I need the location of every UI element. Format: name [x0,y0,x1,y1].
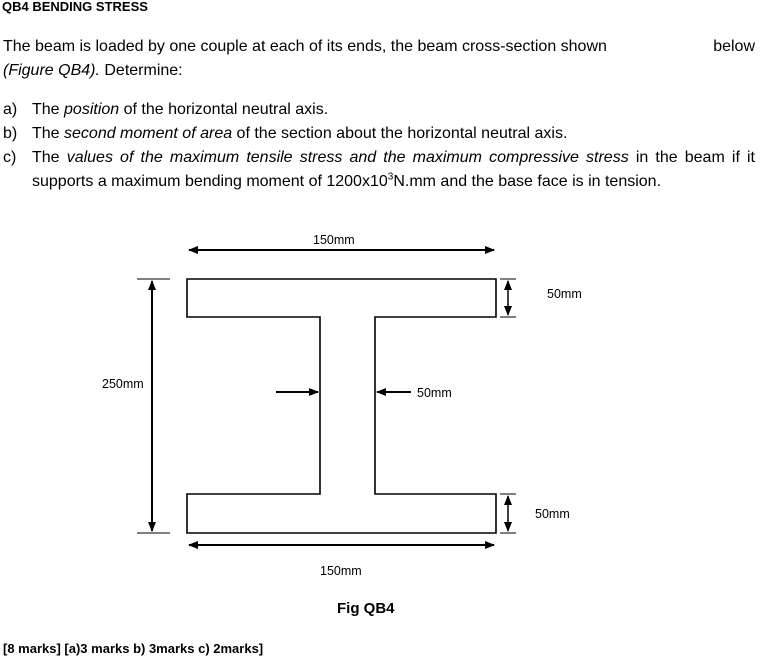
top-width-label: 150mm [313,233,355,247]
heading: QB4 BENDING STRESS [2,0,148,14]
question-text: The second moment of area of the section about the horizontal neutral axis. [32,125,568,142]
question-marker: a) [3,101,18,118]
intro-determine: Determine: [99,62,183,79]
intro-text-end: below [713,38,755,55]
top-flange-label: 50mm [547,287,582,301]
question-marker: c) [3,149,17,166]
bottom-flange-label: 50mm [535,507,570,521]
figure-reference: (Figure QB4). [3,62,100,79]
figure-caption: Fig QB4 [337,600,395,617]
question-marker: b) [3,125,18,142]
question-text: The values of the maximum tensile stress and the maximum compressive stress in the beam if it supports a maximum bending moment of $1200x10^3N.mm$ and the base face is in tension. [32,149,756,190]
intro-text: The beam is loaded by one couple at each of its ends, the beam cross-section shown [3,38,607,55]
bottom-width-label: 150mm [320,564,362,578]
web-label: 50mm [417,386,452,400]
height-label: 250mm [102,377,144,391]
question-text: The position of the horizontal neutral axis. [32,101,329,118]
marks-allocation: [8 marks] [a)3 marks b) 3marks c) 2marks] [3,641,264,656]
i-beam-outline [187,279,496,533]
